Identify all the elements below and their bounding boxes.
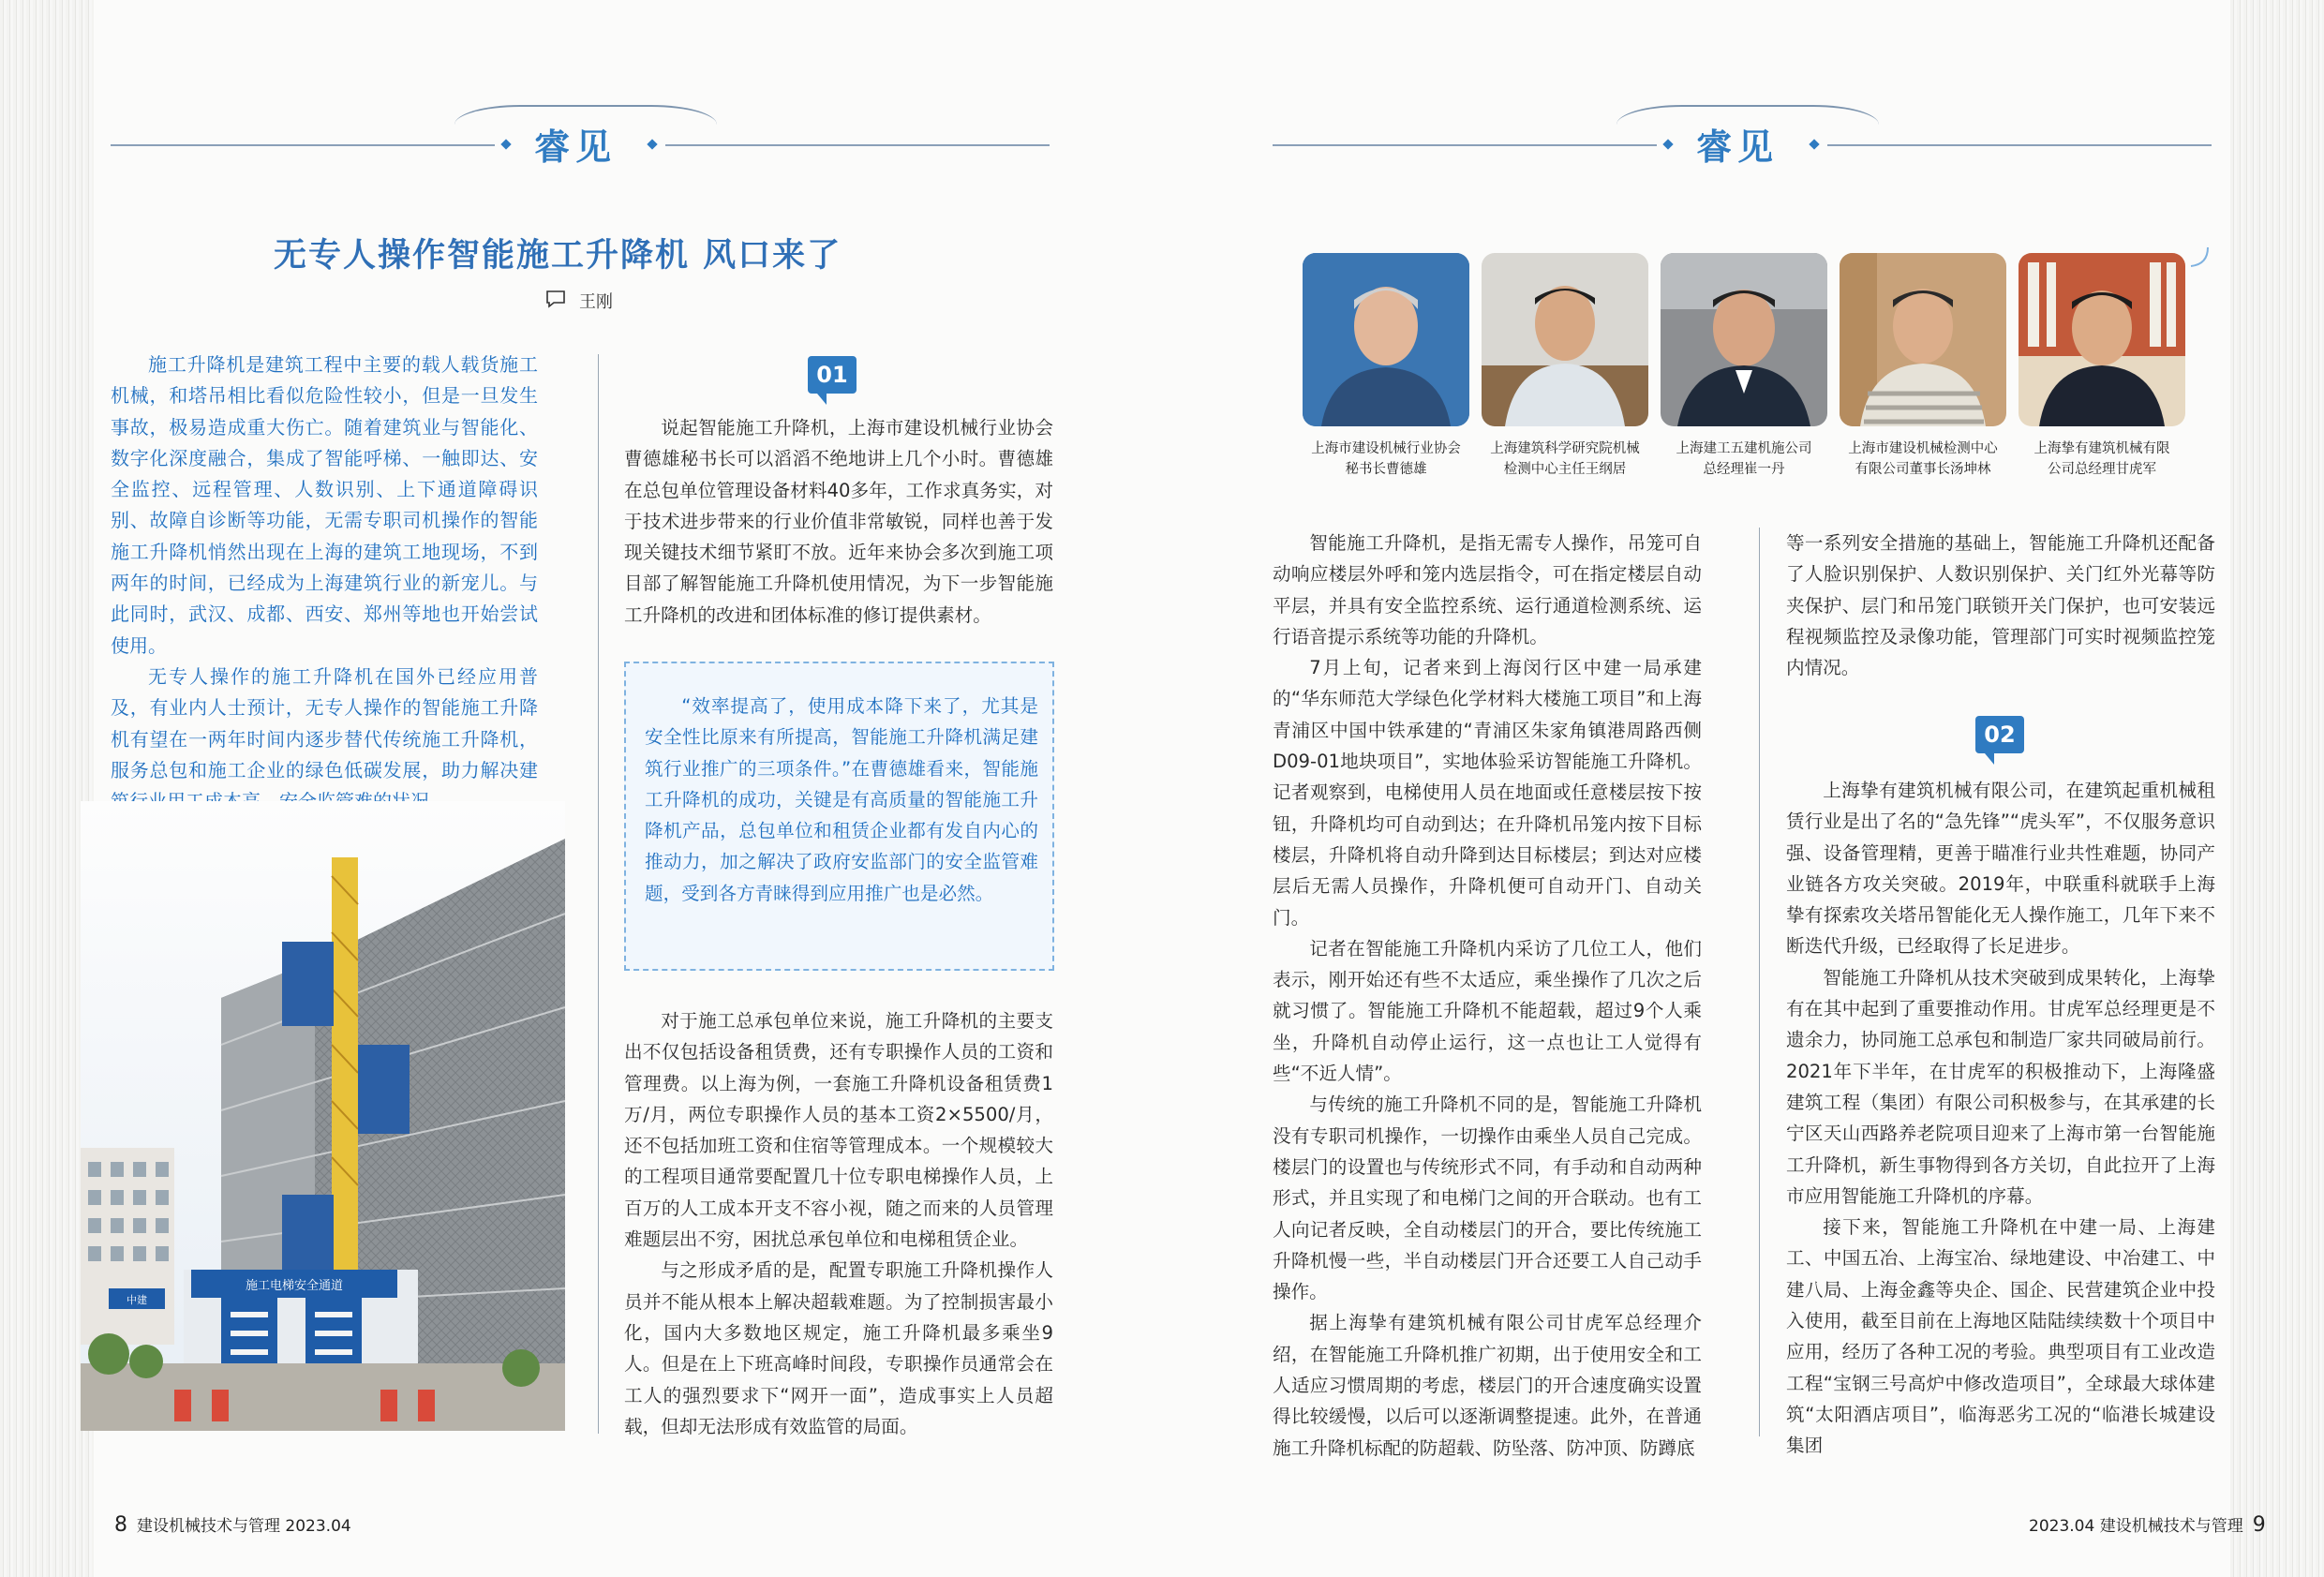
footer-left bbox=[105, 1512, 351, 1537]
body-paragraph: 与传统的施工升降机不同的是，智能施工升降机没有专职司机操作，一切操作由乘坐人员自己完成。楼层门的设置也与传统形式不同，有手动和自动两种形式，并且实现了和电梯门之间的开合联动。也有工人向记者反映，全自动楼层门的开合，要比传统施工升降机慢一些，半自动楼层门开合还要工人自己动手操作。 bbox=[1273, 1093, 1702, 1303]
caption-line: 上海建筑科学研究院机械 bbox=[1490, 441, 1640, 456]
column-2-bottom bbox=[624, 1005, 1053, 1442]
person-portrait bbox=[1661, 253, 1827, 426]
portrait-caption bbox=[1292, 439, 1480, 480]
corner-swirl-icon bbox=[2189, 245, 2212, 268]
safety-sign-label: 施工电梯安全通道 bbox=[245, 1279, 344, 1293]
pull-quote bbox=[645, 691, 1038, 909]
column-divider bbox=[1759, 528, 1760, 1436]
lead-paragraphs bbox=[111, 350, 538, 817]
footer-journal: 建设机械技术与管理 2023.04 bbox=[137, 1517, 351, 1536]
portrait-caption bbox=[1829, 439, 2017, 480]
body-paragraph: 接下来，智能施工升降机在中建一局、上海建工、中国五冶、上海宝冶、绿地建设、中冶建工、中建八局、上海金鑫等央企、国企、民营建筑企业中投入使用，截至目前在上海地区陆陆续续数十个项目中应用，经历了各种工况的考验。典型项目有工业改造工程“宝钢三号高炉中修改造项目”，全球最大球体建筑“太阳酒店项目”，临海恶劣工况的“临港长城建设集团 bbox=[1786, 1216, 2215, 1457]
caption-line: 总经理崔一丹 bbox=[1703, 462, 1785, 477]
portrait-caption bbox=[2008, 439, 2196, 480]
person-portrait bbox=[1482, 253, 1648, 426]
pull-quote-box bbox=[624, 662, 1054, 971]
column-4-bottom bbox=[1786, 775, 2215, 1462]
portrait-caption bbox=[1650, 439, 1838, 480]
construction-site-photo bbox=[81, 801, 565, 1431]
portrait-photo bbox=[1303, 253, 1469, 426]
portrait-photo bbox=[1840, 253, 2006, 426]
header-rule-right bbox=[665, 144, 1050, 146]
section-number-badge: 02 bbox=[1975, 716, 2024, 753]
lead-paragraph: 施工升降机是建筑工程中主要的载人载货施工机械，和塔吊相比看似危险性较小，但是一旦发生事故，极易造成重大伤亡。随着建筑业与智能化、数字化深度融合，集成了智能呼梯、一触即达、安全监控、远程管理、人数识别、上下通道障碍识别、故障自诊断等功能，无需专职司机操作的智能施工升降机悄然出现在上海的建筑工地现场，不到两年的时间，已经成为上海建筑行业的新宠儿。与此同时，武汉、成都、西安、郑州等地也开始尝试使用。 bbox=[111, 353, 538, 657]
body-paragraph: 据上海挚有建筑机械有限公司甘虎军总经理介绍，在智能施工升降机推广初期，出于使用安全和工人适应习惯周期的考虑，楼层门的开合速度确实设置得比较缓慢，以后可以逐渐调整提速。此外，在普通施工升降机标配的防超载、防坠落、防冲顶、防蹲底 bbox=[1273, 1312, 1702, 1459]
footer-journal: 2023.04 建设机械技术与管理 bbox=[2029, 1517, 2243, 1536]
person-portrait bbox=[1303, 253, 1469, 426]
caption-line: 上海市建设机械行业协会 bbox=[1311, 441, 1461, 456]
page-number: 8 bbox=[114, 1513, 127, 1537]
contractor-sign-label: 中建 bbox=[127, 1294, 147, 1306]
header-rule-right bbox=[1827, 144, 2212, 146]
caption-line: 上海市建设机械检测中心 bbox=[1848, 441, 1998, 456]
section-label: 睿见 bbox=[534, 126, 618, 168]
section-number-badge: 01 bbox=[808, 356, 857, 394]
portrait-photo bbox=[2019, 253, 2185, 426]
lead-paragraph: 无专人操作的施工升降机在国外已经应用普及，有业内人士预计，无专人操作的智能施工升降机有望在一两年时间内逐步替代传统施工升降机，服务总包和施工企业的绿色低碳发展，助力解决建 bbox=[111, 664, 538, 781]
portrait-caption bbox=[1471, 439, 1659, 480]
footer-right bbox=[2029, 1512, 2275, 1537]
header-rule-left bbox=[1273, 144, 1657, 146]
body-paragraph: 智能施工升降机，是指无需专人操作，吊笼可自动响应楼层外呼和笼内选层指令，可在指定楼层自动平层，并具有安全监控系统、运行通道检测系统、运行语音提示系统等功能的升降机。 bbox=[1273, 532, 1702, 647]
portrait-photo bbox=[1661, 253, 1827, 426]
body-paragraph: 7月上旬，记者来到上海闵行区中建一局承建的“华东师范大学绿色化学材料大楼施工项目”和上海青浦区中国中铁承建的“青浦区朱家角镇港周路西侧D09-01地块项目”，实地体验采访智能施工升降机。记者观察到，电梯使用人员在地面或任意楼层按下按钮，升降机均可自动到达；在升降机吊笼内按下目标楼层，升降机将自动升降到达目标楼层；到达对应楼层后无需人员操作，升降机便可自动开门、自动关门。 bbox=[1273, 657, 1702, 929]
header-rule-left bbox=[111, 144, 495, 146]
column-2-top bbox=[624, 412, 1053, 631]
column-divider bbox=[598, 354, 599, 1434]
column-4-top bbox=[1786, 528, 2215, 683]
construction-site-illustration bbox=[81, 801, 565, 1431]
right-page bbox=[1162, 0, 2324, 1577]
comment-icon bbox=[545, 290, 566, 308]
caption-line: 公司总经理甘虎军 bbox=[2048, 462, 2156, 477]
page-edge-texture bbox=[0, 0, 94, 1577]
body-paragraph: 智能施工升降机从技术突破到成果转化，上海挚有在其中起到了重要推动作用。甘虎军总经理更是不遗余力，协同施工总承包和制造厂家共同破局前行。2021年下半年，在甘虎军的积极推动下，上海隆盛建筑工程（集团）有限公司积极参与，在其承建的长宁区天山西路养老院项目迎来了上海市第一台智能施工升降机，新生事物得到各方关切，自此拉开了上海市应用智能施工升降机的序幕。 bbox=[1786, 966, 2215, 1207]
body-paragraph: 记者在智能施工升降机内采访了几位工人，他们表示，刚开始还有些不太适应，乘坐操作了几次之后就习惯了。智能施工升降机不能超载，超过9个人乘坐，升降机自动停止运行，这一点也让工人觉得有些“不近人情”。 bbox=[1273, 937, 1702, 1085]
page-edge-texture bbox=[2230, 0, 2324, 1577]
person-portrait bbox=[1840, 253, 2006, 426]
caption-line: 检测中心主任王纲居 bbox=[1503, 462, 1627, 477]
caption-line: 上海建工五建机施公司 bbox=[1676, 441, 1812, 456]
body-paragraph: 上海挚有建筑机械有限公司，在建筑起重机械租赁行业是出了名的“急先锋”“虎头军”，不仅服务意识强、设备管理精，更善于瞄准行业共性难题，协同产业链各方攻关突破。2019年，中联重科就联手上海挚有探索攻关塔吊智能化无人操作施工，几年下来不断迭代升级，已经取得了长足进步。 bbox=[1786, 780, 2215, 958]
person-portrait bbox=[2019, 253, 2185, 426]
article-author: 王刚 bbox=[579, 292, 613, 312]
caption-line: 上海挚有建筑机械有限 bbox=[2034, 441, 2170, 456]
body-paragraph: 对于施工总承包单位来说，施工升降机的主要支出不仅包括设备租赁费，还有专职操作人员的工资和管理费。以上海为例，一套施工升降机设备租赁费1万/月，两位专职操作人员的基本工资2×5500/月，还不包括加班工资和住宿等管理成本。一个规模较大的工程项目通常要配置几十位专职电梯操作人员，上百万的人工成本开支不容小视，随之而来的人员管理难题层出不穷，困扰总承包单位和电梯租赁企业。 bbox=[624, 1010, 1053, 1251]
portrait-photo bbox=[1482, 253, 1648, 426]
body-paragraph: 说起智能施工升降机，上海市建设机械行业协会曹德雄秘书长可以滔滔不绝地讲上几个小时。曹德雄在总包单位管理设备材料40多年，工作求真务实，对于技术进步带来的行业价值非常敏锐，同样也善于发现关键技术细节紧盯不放。近年来协会多次到施工项目部了解智能施工升降机使用情况，为下一步智能施工升降机的改进和团体标准的修订提供素材。 bbox=[624, 417, 1053, 626]
pull-quote-text: “效率提高了，使用成本降下来了，尤其是安全性比原来有所提高，智能施工升降机满足建筑行业推广的三项条件。”在曹德雄看来，智能施工升降机的成功，关键是有高质量的智能施工升降机产品，总包单位和租赁企业都有发自内心的推动力，加之解决了政府安监部门的安全监管难题，受到各方青睐得到应用推广也是必然。 bbox=[645, 695, 1038, 904]
column-3 bbox=[1273, 528, 1702, 1464]
body-paragraph: 等一系列安全措施的基础上，智能施工升降机还配备了人脸识别保护、人数识别保护、关门红外光幕等防夹保护、层门和吊笼门联锁开关门保护，也可安装远程视频监控及录像功能，管理部门可实时视频监控笼内情况。 bbox=[1786, 532, 2215, 679]
page-number: 9 bbox=[2252, 1513, 2266, 1537]
body-paragraph: 与之形成矛盾的是，配置专职施工升降机操作人员并不能从根本上解决超载难题。为了控制损害最小化，国内大多数地区规定，施工升降机最多乘坐9人。但是在上下班高峰时间段，专职操作员通常会在工人的强烈要求下“网开一面”，造成事实上人员超载，但却无法形成有效监管的局面。 bbox=[624, 1259, 1053, 1437]
caption-line: 有限公司董事长汤坤林 bbox=[1855, 462, 1991, 477]
article-title: 无专人操作智能施工升降机 风口来了 bbox=[274, 237, 842, 275]
section-label: 睿见 bbox=[1696, 126, 1780, 168]
caption-line: 秘书长曹德雄 bbox=[1345, 462, 1427, 477]
